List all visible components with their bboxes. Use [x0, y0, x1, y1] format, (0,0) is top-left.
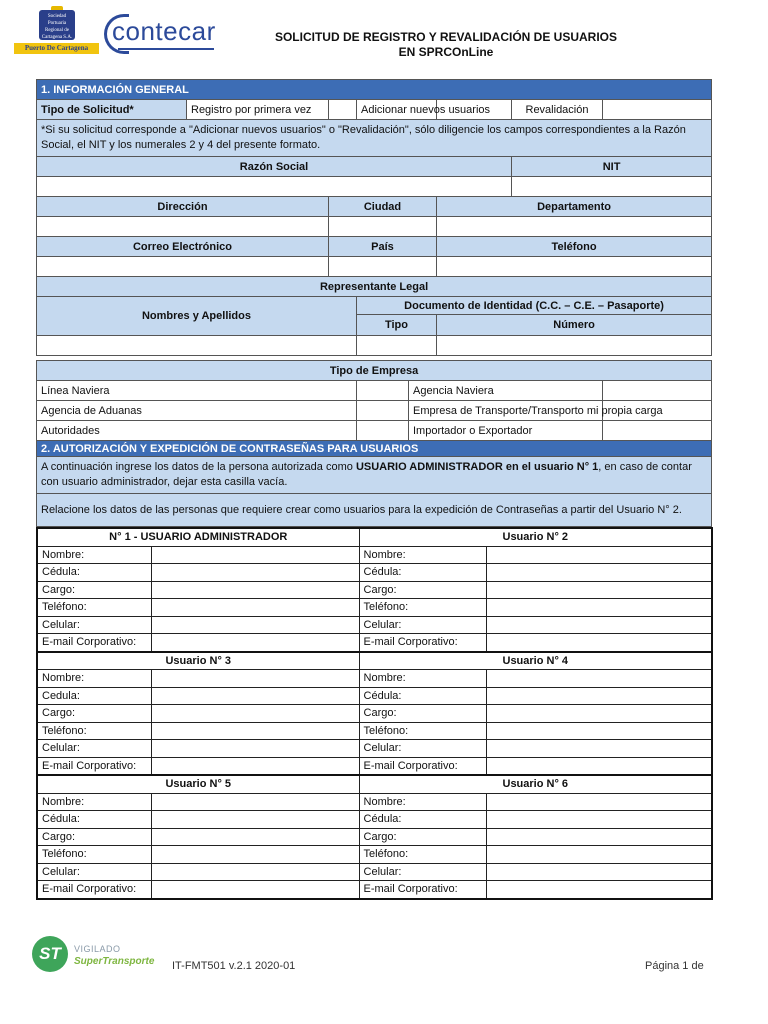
user-field-row	[37, 846, 712, 864]
user-5-field-label: Teléfono:	[37, 846, 151, 864]
pais-header: País	[329, 237, 437, 257]
tipo-empresa-header: Tipo de Empresa	[37, 361, 712, 381]
ciudad-header: Ciudad	[329, 197, 437, 217]
user-2-field-input[interactable]	[486, 564, 712, 582]
user-2-field-input[interactable]	[486, 599, 712, 617]
checkbox-importador[interactable]	[603, 421, 712, 441]
pais-field[interactable]	[329, 257, 437, 277]
empresa-autoridades: Autoridades	[37, 421, 357, 441]
user-6-field-label: E-mail Corporativo:	[359, 881, 486, 899]
user-5-field-label: Nombre:	[37, 793, 151, 811]
user-6-field-label: Teléfono:	[359, 846, 486, 864]
option-adicionar: Adicionar nuevos usuarios	[357, 100, 437, 120]
user-1-field-label: Nombre:	[37, 546, 151, 564]
contecar-logo-text: contecar	[112, 16, 216, 46]
empresa-agencia-aduanas: Agencia de Aduanas	[37, 401, 357, 421]
user-pair-header	[37, 652, 712, 670]
supertransporte-label: SuperTransporte	[74, 956, 155, 967]
checkbox-revalidacion[interactable]	[603, 100, 712, 120]
user-1-field-input[interactable]	[151, 564, 359, 582]
checkbox-agencia-naviera[interactable]	[603, 381, 712, 401]
user-5-field-label: Cargo:	[37, 828, 151, 846]
user-3-field-input[interactable]	[151, 687, 359, 705]
user-6-field-input[interactable]	[486, 828, 712, 846]
doc-tipo-field[interactable]	[357, 336, 437, 356]
user-2-field-label: Nombre:	[359, 546, 486, 564]
tipo-solicitud-label: Tipo de Solicitud*	[37, 100, 187, 120]
option-revalidacion: Revalidación	[512, 100, 603, 120]
user-3-field-label: E-mail Corporativo:	[37, 757, 151, 775]
user-1-field-label: Cargo:	[37, 581, 151, 599]
user-6-field-label: Cargo:	[359, 828, 486, 846]
user-5-field-input[interactable]	[151, 793, 359, 811]
document-title	[260, 30, 632, 60]
razon-social-header: Razón Social	[37, 157, 512, 177]
direccion-field[interactable]	[37, 217, 329, 237]
vigilado-label: VIGILADO	[74, 944, 121, 954]
user-2-field-label: Celular:	[359, 616, 486, 634]
representante-header: Representante Legal	[37, 277, 712, 297]
user-field-row	[37, 581, 712, 599]
empresa-agencia-naviera: Agencia Naviera	[409, 381, 603, 401]
user-field-row	[37, 705, 712, 723]
page-number: Página 1 de	[645, 960, 704, 972]
user-6-field-label: Nombre:	[359, 793, 486, 811]
user-5-field-label: Celular:	[37, 863, 151, 881]
user-3-field-input[interactable]	[151, 705, 359, 723]
user-4-field-label: Teléfono:	[359, 722, 486, 740]
telefono-field[interactable]	[437, 257, 712, 277]
checkbox-autoridades[interactable]	[357, 421, 409, 441]
user-2-field-input[interactable]	[486, 581, 712, 599]
title-line-1: SOLICITUD DE REGISTRO Y REVALIDACIÓN DE USUARIOS	[274, 30, 618, 44]
user-3-title: Usuario N° 3	[37, 652, 359, 670]
user-2-field-label: E-mail Corporativo:	[359, 634, 486, 652]
user-4-field-input[interactable]	[486, 740, 712, 758]
user-1-field-label: Teléfono:	[37, 599, 151, 617]
checkbox-agencia-aduanas[interactable]	[357, 401, 409, 421]
user-3-field-label: Teléfono:	[37, 722, 151, 740]
spr-logo-badge: Sociedad Portuaria Regional de Cartagena S.A.	[39, 10, 75, 40]
user-3-field-label: Nombre:	[37, 670, 151, 688]
user-field-row	[37, 881, 712, 899]
user-1-title: N° 1 - USUARIO ADMINISTRADOR	[37, 528, 359, 546]
user-4-field-label: Nombre:	[359, 670, 486, 688]
user-2-field-label: Teléfono:	[359, 599, 486, 617]
intro-text-bold: USUARIO ADMINISTRADOR en el usuario N° 1	[355, 461, 599, 473]
correo-header: Correo Electrónico	[37, 237, 329, 257]
doc-tipo-header: Tipo	[357, 315, 437, 336]
intro-text-a: A continuación ingrese los datos de la persona autorizada como	[41, 461, 356, 473]
user-3-field-input[interactable]	[151, 740, 359, 758]
user-6-field-input[interactable]	[486, 846, 712, 864]
user-1-field-input[interactable]	[151, 546, 359, 564]
empresa-linea-naviera: Línea Naviera	[37, 381, 357, 401]
section-2-intro	[37, 457, 712, 494]
user-pair-header	[37, 775, 712, 793]
supertransporte-icon: ST	[32, 936, 68, 972]
user-field-row	[37, 599, 712, 617]
user-4-field-label: E-mail Corporativo:	[359, 757, 486, 775]
section-2-header: 2. AUTORIZACIÓN Y EXPEDICIÓN DE CONTRASEÑAS PARA USUARIOS	[37, 441, 712, 457]
user-5-field-input[interactable]	[151, 846, 359, 864]
user-6-field-input[interactable]	[486, 811, 712, 829]
doc-numero-field[interactable]	[437, 336, 712, 356]
doc-numero-header: Número	[437, 315, 712, 336]
document-code: IT-FMT501 v.2.1 2020-01	[172, 960, 296, 972]
user-5-title: Usuario N° 5	[37, 775, 359, 793]
user-3-field-input[interactable]	[151, 722, 359, 740]
section-1-header: 1. INFORMACIÓN GENERAL	[37, 80, 712, 100]
registration-form	[36, 79, 711, 900]
user-field-row	[37, 828, 712, 846]
user-4-field-input[interactable]	[486, 705, 712, 723]
user-6-field-label: Cédula:	[359, 811, 486, 829]
user-1-field-label: E-mail Corporativo:	[37, 634, 151, 652]
user-4-field-label: Cargo:	[359, 705, 486, 723]
user-6-field-input[interactable]	[486, 793, 712, 811]
user-field-row	[37, 811, 712, 829]
nit-field[interactable]	[512, 177, 712, 197]
user-3-field-input[interactable]	[151, 757, 359, 775]
ciudad-field[interactable]	[329, 217, 437, 237]
user-field-row	[37, 546, 712, 564]
user-1-field-input[interactable]	[151, 616, 359, 634]
section-2-relacione: Relacione los datos de las personas que requiere crear como usuarios para la expedición de Contraseñas a partir del Usuario N° 2.	[37, 494, 712, 527]
users-grid	[36, 527, 713, 900]
user-field-row	[37, 722, 712, 740]
nombres-field[interactable]	[37, 336, 357, 356]
user-5-field-label: E-mail Corporativo:	[37, 881, 151, 899]
user-5-field-label: Cédula:	[37, 811, 151, 829]
user-5-field-input[interactable]	[151, 881, 359, 899]
checkbox-linea-naviera[interactable]	[357, 381, 409, 401]
general-info-table	[36, 79, 712, 527]
user-field-row	[37, 634, 712, 652]
telefono-header: Teléfono	[437, 237, 712, 257]
documento-header: Documento de Identidad (C.C. – C.E. – Pasaporte)	[357, 297, 712, 315]
spr-logo-ribbon: Puerto De Cartagena	[14, 43, 99, 54]
departamento-header: Departamento	[437, 197, 712, 217]
option-registro: Registro por primera vez	[187, 100, 329, 120]
user-3-field-label: Celular:	[37, 740, 151, 758]
user-5-field-input[interactable]	[151, 863, 359, 881]
user-3-field-label: Cedula:	[37, 687, 151, 705]
direccion-header: Dirección	[37, 197, 329, 217]
user-4-field-label: Celular:	[359, 740, 486, 758]
user-field-row	[37, 670, 712, 688]
user-2-field-input[interactable]	[486, 546, 712, 564]
departamento-field[interactable]	[437, 217, 712, 237]
empresa-importador: Importador o Exportador	[409, 421, 603, 441]
spr-logo	[14, 10, 99, 56]
user-5-field-input[interactable]	[151, 811, 359, 829]
razon-social-field[interactable]	[37, 177, 512, 197]
checkbox-registro[interactable]	[329, 100, 357, 120]
user-6-title: Usuario N° 6	[359, 775, 712, 793]
user-1-field-input[interactable]	[151, 634, 359, 652]
user-4-field-input[interactable]	[486, 722, 712, 740]
user-3-field-label: Cargo:	[37, 705, 151, 723]
user-field-row	[37, 564, 712, 582]
user-field-row	[37, 740, 712, 758]
intro-text-b: , en caso de contar con usuario administrador, dejar esta casilla vacía.	[41, 461, 692, 488]
user-6-field-label: Celular:	[359, 863, 486, 881]
user-2-title: Usuario N° 2	[359, 528, 712, 546]
user-4-field-input[interactable]	[486, 687, 712, 705]
user-1-field-input[interactable]	[151, 599, 359, 617]
user-6-field-input[interactable]	[486, 881, 712, 899]
user-4-field-input[interactable]	[486, 670, 712, 688]
user-4-field-label: Cédula:	[359, 687, 486, 705]
user-5-field-input[interactable]	[151, 828, 359, 846]
contecar-underline	[118, 48, 214, 50]
supertransporte-logo	[32, 934, 162, 976]
user-3-field-input[interactable]	[151, 670, 359, 688]
correo-field[interactable]	[37, 257, 329, 277]
solicitud-note: *Si su solicitud corresponde a "Adicionar nuevos usuarios" o "Revalidación", sólo diligencie los campos correspondientes a la Razón Social, el NIT y los numerales 2 y 4 del presente formato.	[37, 120, 712, 157]
user-4-title: Usuario N° 4	[359, 652, 712, 670]
user-2-field-label: Cargo:	[359, 581, 486, 599]
title-line-2: EN SPRCOnLine	[398, 45, 494, 59]
user-field-row	[37, 863, 712, 881]
contecar-logo	[104, 12, 216, 52]
user-2-field-input[interactable]	[486, 634, 712, 652]
user-field-row	[37, 757, 712, 775]
user-1-field-input[interactable]	[151, 581, 359, 599]
user-2-field-input[interactable]	[486, 616, 712, 634]
user-1-field-label: Celular:	[37, 616, 151, 634]
user-field-row	[37, 793, 712, 811]
user-field-row	[37, 616, 712, 634]
user-4-field-input[interactable]	[486, 757, 712, 775]
user-6-field-input[interactable]	[486, 863, 712, 881]
user-2-field-label: Cédula:	[359, 564, 486, 582]
empresa-transporte: Empresa de Transporte/Transporto mi propia carga	[409, 401, 603, 421]
nombres-header: Nombres y Apellidos	[37, 297, 357, 336]
user-field-row	[37, 687, 712, 705]
nit-header: NIT	[512, 157, 712, 177]
user-pair-header	[37, 528, 712, 546]
user-1-field-label: Cédula:	[37, 564, 151, 582]
